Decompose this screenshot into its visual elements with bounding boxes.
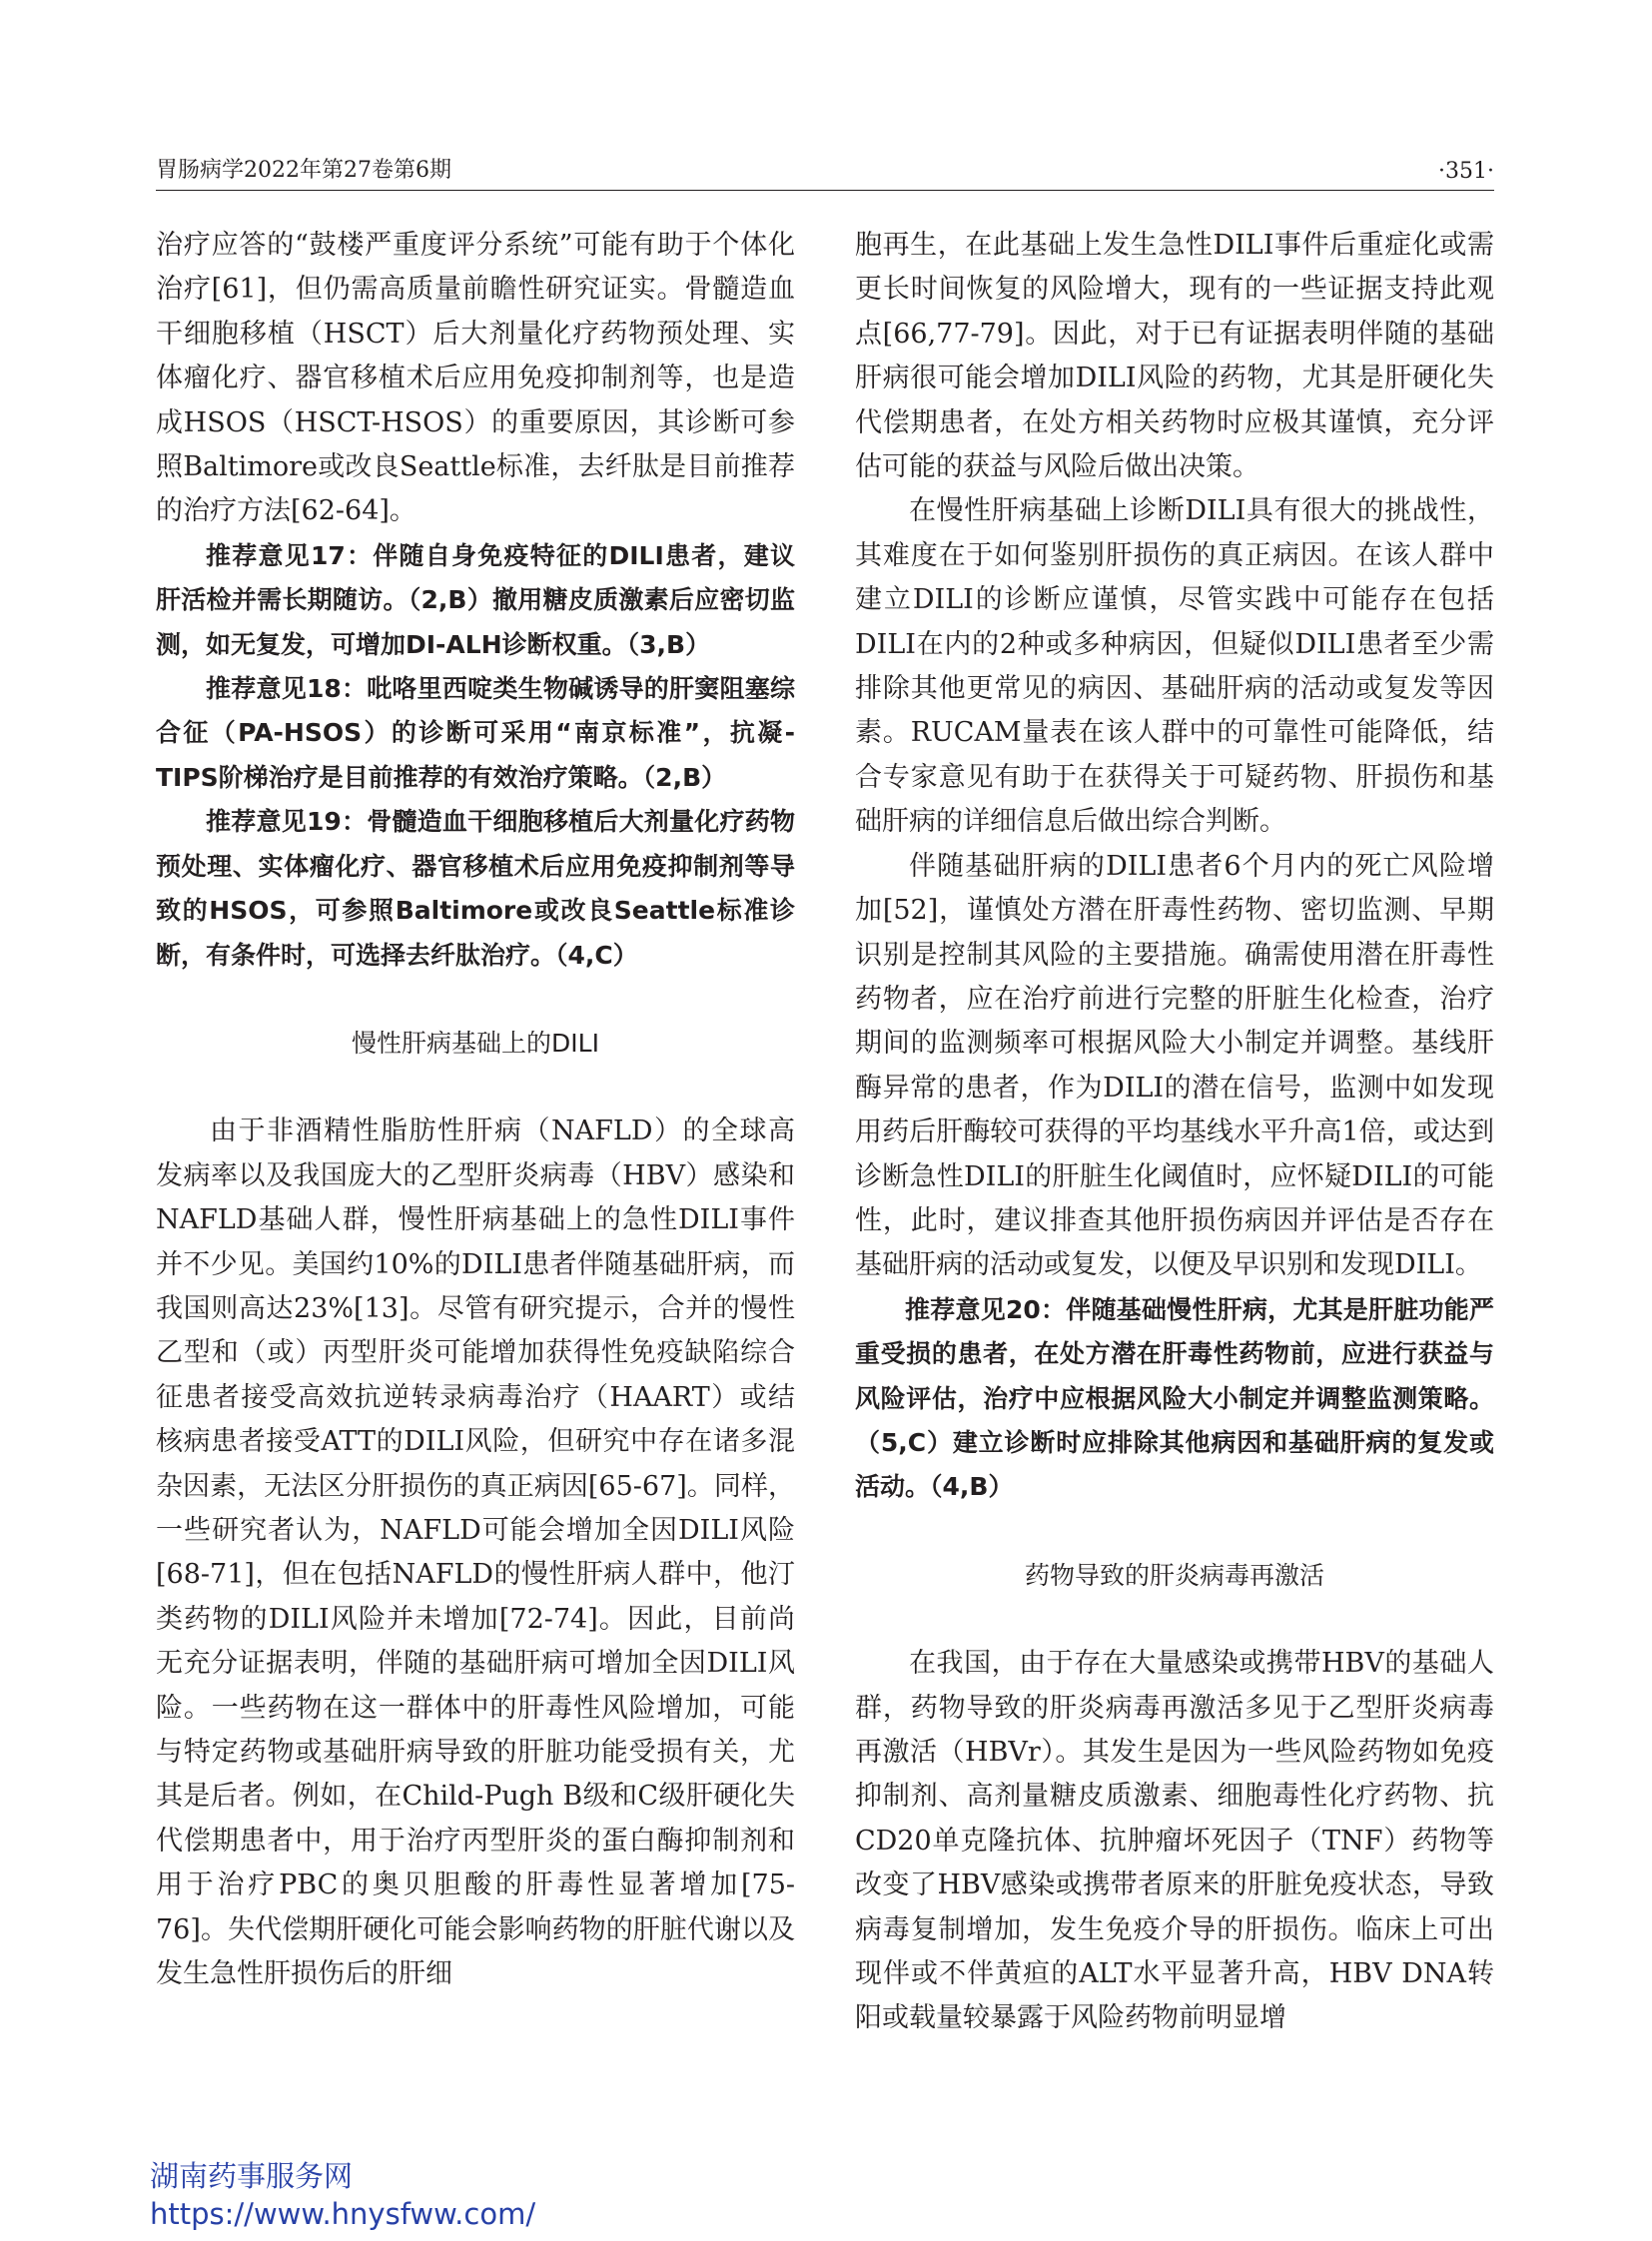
paragraph: 由于非酒精性脂肪性肝病（NAFLD）的全球高发病率以及我国庞大的乙型肝炎病毒（HBV）感染和NAFLD基础人群，慢性肝病基础上的急性DILI事件并不少见。美国约10%的DILI患者伴随基础肝病，而我国则高达23%[13]。尽管有研究提示，合并的慢性乙型和（或）丙型肝炎可能增加获得性免疫缺陷综合征患者接受高效抗逆转录病毒治疗（HAART）或结核病患者接受ATT的DILI风险，但研究中存在诸多混杂因素，无法区分肝损伤的真正病因[65-67]。同样，一些研究者认为，NAFLD可能会增加全因DILI风险[68-71]，但在包括NAFLD的慢性肝病人群中，他汀类药物的DILI风险并未增加[72-74]。因此，目前尚无充分证据表明，伴随的基础肝病可增加全因DILI风险。一些药物在这一群体中的肝毒性风险增加，可能与特定药物或基础肝病导致的肝脏功能受损有关，尤其是后者。例如，在Child-Pugh B级和C级肝硬化失代偿期患者中，用于治疗丙型肝炎的蛋白酶抑制剂和用于治疗PBC的奥贝胆酸的肝毒性显著增加[75-76]。失代偿期肝硬化可能会影响药物的肝脏代谢以及发生急性肝损伤后的肝细 (156, 1116, 795, 1990)
paragraph: 伴随基础肝病的DILI患者6个月内的死亡风险增加[52]，谨慎处方潜在肝毒性药物、密切监测、早期识别是控制其风险的主要措施。确需使用潜在肝毒性药物者，应在治疗前进行完整的肝脏生化检查，治疗期间的监测频率可根据风险大小制定并调整。基线肝酶异常的患者，作为DILI的潜在信号，监测中如发现用药后肝酶较可获得的平均基线水平升高1倍，或达到诊断急性DILI的肝脏生化阈值时，应怀疑DILI的可能性，此时，建议排查其他肝损伤病因并评估是否存在基础肝病的活动或复发，以便及早识别和发现DILI。 (855, 850, 1494, 1281)
recommendation-18: 推荐意见18：吡咯里西啶类生物碱诱导的肝窦阻塞综合征（PA-HSOS）的诊断可采用“南京标准”，抗凝-TIPS阶梯治疗是目前推荐的有效治疗策略。（2,B） (156, 674, 795, 792)
watermark-footer (150, 2157, 535, 2233)
recommendation-19: 推荐意见19：骨髓造血干细胞移植后大剂量化疗药物预处理、实体瘤化疗、器官移植术后应用免疫抑制剂等导致的HSOS，可参照Baltimore或改良Seattle标准诊断，有条件时，可选择去纤肽治疗。（4,C） (156, 807, 795, 970)
section-heading: 慢性肝病基础上的DILI (352, 1028, 599, 1058)
paragraph: 在我国，由于存在大量感染或携带HBV的基础人群，药物导致的肝炎病毒再激活多见于乙型肝炎病毒再激活（HBVr）。其发生是因为一些风险药物如免疫抑制剂、高剂量糖皮质激素、细胞毒性化疗药物、抗CD20单克隆抗体、抗肿瘤坏死因子（TNF）药物等改变了HBV感染或携带者原来的肝脏免疫状态，导致病毒复制增加，发生免疫介导的肝损伤。临床上可出现伴或不伴黄疸的ALT水平显著升高，HBV DNA转阳或载量较暴露于风险药物前明显增 (855, 1648, 1494, 2034)
site-name: 湖南药事服务网 (150, 2159, 354, 2193)
paragraph: 胞再生，在此基础上发生急性DILI事件后重症化或需更长时间恢复的风险增大，现有的一些证据支持此观点[66,77-79]。因此，对于已有证据表明伴随的基础肝病很可能会增加DILI风险的药物，尤其是肝硬化失代偿期患者，在处方相关药物时应极其谨慎，充分评估可能的获益与风险后做出决策。 (855, 230, 1494, 483)
section-heading: 药物导致的肝炎病毒再激活 (1024, 1560, 1324, 1590)
recommendation-17: 推荐意见17：伴随自身免疫特征的DILI患者，建议肝活检并需长期随访。（2,B）撤用糖皮质激素后应密切监测，如无复发，可增加DI-ALH诊断权重。（3,B） (156, 540, 795, 659)
left-column (156, 224, 795, 1996)
paragraph: 治疗应答的“鼓楼严重度评分系统”可能有助于个体化治疗[61]，但仍需高质量前瞻性研究证实。骨髓造血干细胞移植（HSCT）后大剂量化疗药物预处理、实体瘤化疗、器官移植术后应用免疫抑制剂等，也是造成HSOS（HSCT-HSOS）的重要原因，其诊断可参照Baltimore或改良Seattle标准，去纤肽是目前推荐的治疗方法[62-64]。 (156, 230, 795, 527)
right-column (855, 224, 1494, 2041)
site-url-link[interactable]: https://www.hnysfww.com/ (150, 2197, 536, 2231)
running-header (156, 150, 1494, 191)
recommendation-20: 推荐意见20：伴随基础慢性肝病，尤其是肝脏功能严重受损的患者，在处方潜在肝毒性药物前，应进行获益与风险评估，治疗中应根据风险大小制定并调整监测策略。（5,C）建立诊断时应排除其他病因和基础肝病的复发或活动。（4,B） (855, 1294, 1494, 1502)
paragraph: 在慢性肝病基础上诊断DILI具有很大的挑战性，其难度在于如何鉴别肝损伤的真正病因。在该人群中建立DILI的诊断应谨慎，尽管实践中可能存在包括DILI在内的2种或多种病因，但疑似DILI患者至少需排除其他更常见的病因、基础肝病的活动或复发等因素。RUCAM量表在该人群中的可靠性可能降低，结合专家意见有助于在获得关于可疑药物、肝损伤和基础肝病的详细信息后做出综合判断。 (855, 495, 1494, 838)
journal-issue: 胃肠病学2022年第27卷第6期 (156, 158, 451, 183)
page-number: ·351· (1438, 159, 1494, 184)
